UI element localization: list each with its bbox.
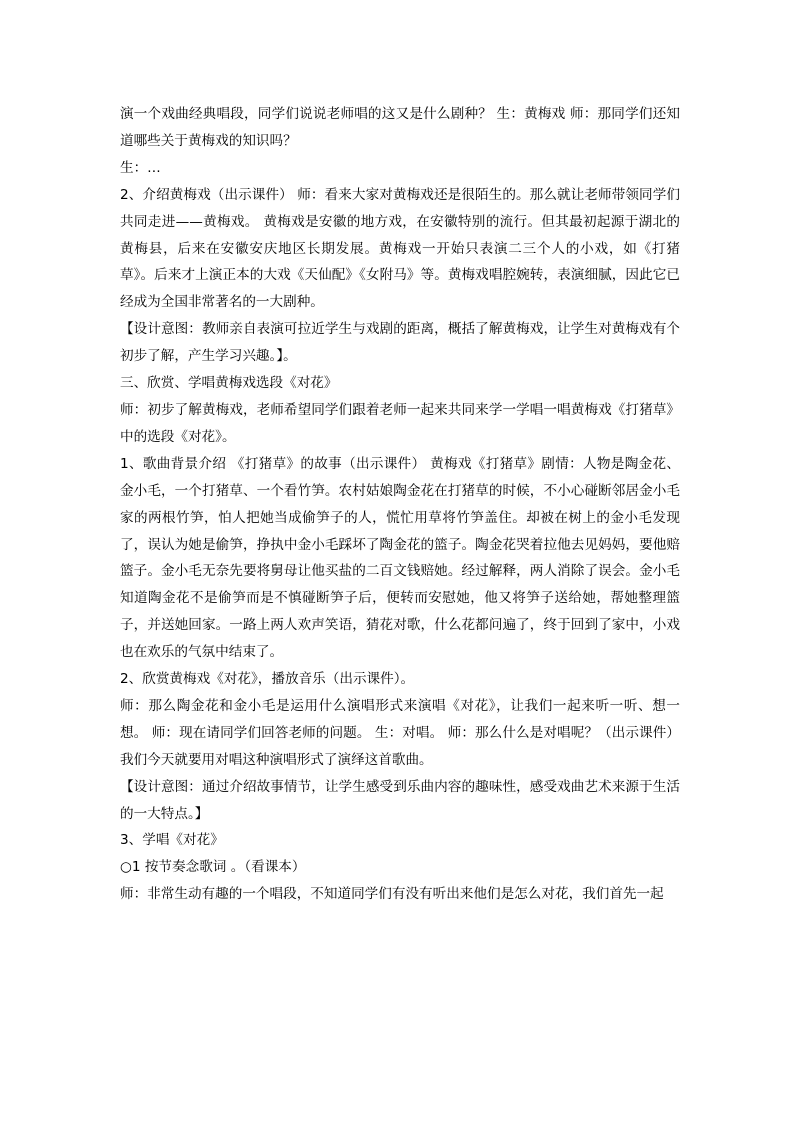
paragraph-design-intent-1: 【设计意图：教师亲自表演可拉近学生与戏剧的距离，概括了解黄梅戏，让学生对黄梅戏有个初步了解，产生学习兴趣。】。: [120, 321, 680, 365]
document-page: [120, 101, 680, 908]
paragraph-learn-sing: 3、学唱《对花》: [120, 832, 224, 849]
paragraph-huangmei-intro: 2、介绍黄梅戏（出示课件） 师：看来大家对黄梅戏还是很陌生的。那么就让老师带领同学们共同走进——黄梅戏。 黄梅戏是安徽的地方戏，在安徽特别的流行。但其最初起源于湖北的黄梅县，后来在安徽安庆地区长期发展。黄梅戏一开始只表演二三个人的小戏，如《打猪草》。后来才上演正本的大戏《天仙配》《女附马》等。黄梅戏唱腔婉转，表演细腻，因此它已经成为全国非常著名的一大剧种。: [120, 186, 680, 311]
paragraph-rhythm-lyrics: ○1 按节奏念歌词 。（看课本）: [120, 859, 306, 876]
paragraph-story-background: 1、歌曲背景介绍 《打猪草》的故事（出示课件） 黄梅戏《打猪草》剧情：人物是陶金花、金小毛，一个打猪草、一个看竹笋。农村姑娘陶金花在打猪草的时候，不小心碰断邻居金小毛家的两根竹笋，怕人把她当成偷笋子的人，慌忙用草将竹笋盖住。却被在树上的金小毛发现了，误认为她是偷笋，挣执中金小毛踩坏了陶金花的篮子。陶金花哭着拉他去见妈妈，要他赔篮子。金小毛无奈先要将舅母让他买盐的二百文钱赔她。经过解释，两人消除了误会。金小毛知道陶金花不是偷笋而是不慎碰断笋子后，便转而安慰她，他又将笋子送给她，帮她整理篮子，并送她回家。一路上两人欢声笑语，猜花对歌，什么花都问遍了，终于回到了家中，小戏也在欢乐的气氛中结束了。: [120, 455, 680, 661]
section-heading-3: 三、欣赏、学唱黄梅戏选段《对花》: [120, 375, 338, 392]
paragraph-appreciate: 2、欣赏黄梅戏《对花》，播放音乐（出示课件）。: [120, 671, 415, 688]
paragraph-student-answer: 生：…: [120, 159, 161, 176]
paragraph-intro-question: 演一个戏曲经典唱段，同学们说说老师唱的这又是什么剧种？ 生：黄梅戏 师：那同学们还知道哪些关于黄梅戏的知识吗？: [120, 106, 680, 149]
paragraph-teacher-vivid: 师：非常生动有趣的一个唱段，不知道同学们有没有听出来他们是怎么对花，我们首先一起: [120, 886, 664, 903]
paragraph-design-intent-2: 【设计意图：通过介绍故事情节，让学生感受到乐曲内容的趣味性，感受戏曲艺术来源于生活的一大特点。】: [120, 778, 680, 822]
paragraph-duet-question: 师：那么陶金花和金小毛是运用什么演唱形式来演唱《对花》，让我们一起来听一听、想一想。 师：现在请同学们回答老师的问题。 生：对唱。 师：那么什么是对唱呢？（出示课件）我们今天就要用对唱这种演唱形式了演绎这首歌曲。: [120, 697, 680, 768]
paragraph-teacher-learn: 师：初步了解黄梅戏，老师希望同学们跟着老师一起来共同来学一学唱一唱黄梅戏《打猪草》中的选段《对花》。: [120, 401, 680, 445]
